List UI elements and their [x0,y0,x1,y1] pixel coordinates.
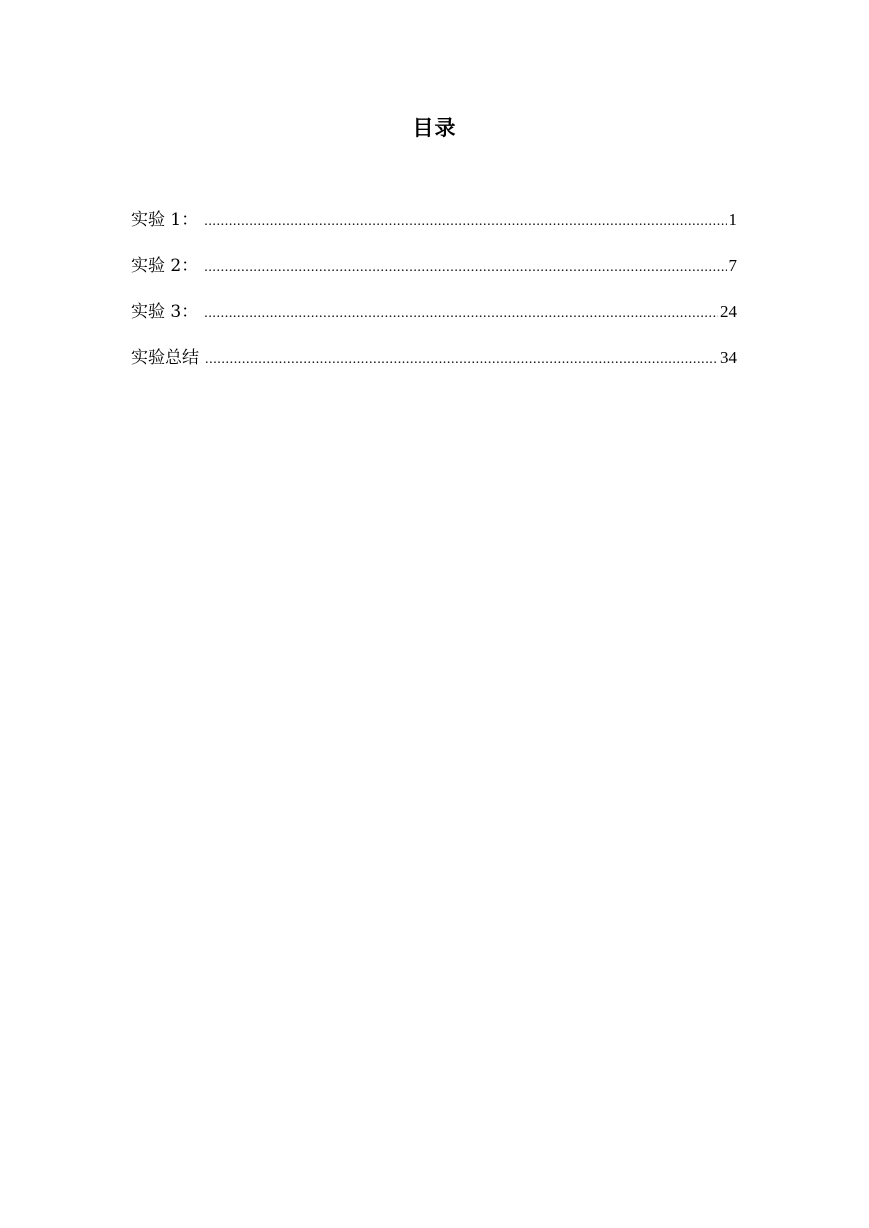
toc-page-number: 34 [720,348,737,367]
toc-page-number: 24 [720,302,737,321]
toc-dot-leader [205,345,718,375]
toc-entry-summary[interactable] [131,343,737,373]
toc-entry-label: 实验 1： [131,210,199,230]
toc-entry-label: 实验总结 [131,348,199,368]
page-title: 目录 [412,116,457,140]
toc-entry-experiment-1[interactable] [131,205,737,235]
toc-dot-leader [204,253,726,283]
toc-dot-leader [204,299,718,329]
toc-entry-experiment-2[interactable] [131,251,737,281]
toc-entry-label: 实验 2： [131,256,199,276]
table-of-contents [131,205,737,389]
toc-page-number: 1 [728,210,737,229]
toc-entry-label: 实验 3： [131,302,199,322]
toc-dot-leader [204,207,726,237]
toc-entry-experiment-3[interactable] [131,297,737,327]
toc-page-number: 7 [728,256,737,275]
